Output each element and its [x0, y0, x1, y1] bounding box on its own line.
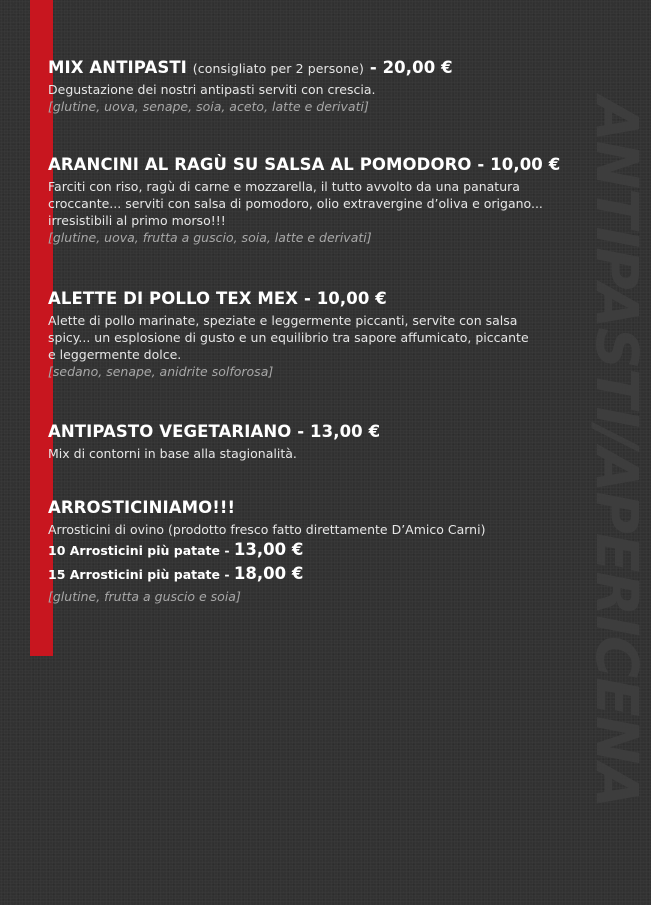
- item-title: [48, 58, 588, 77]
- item-allergens: [sedano, senape, anidrite solforosa]: [48, 364, 274, 379]
- item-name: ARANCINI AL RAGÙ SU SALSA AL POMODORO: [48, 155, 472, 174]
- option-price: 13,00 €: [233, 540, 304, 559]
- item-description: Degustazione dei nostri antipasti serviti con crescia.: [48, 82, 376, 97]
- option-label: 10 Arrosticini più patate -: [48, 543, 230, 558]
- item-description: Mix di contorni in base alla stagionalità.: [48, 446, 297, 461]
- item-name: MIX ANTIPASTI: [48, 58, 187, 77]
- item-name: ANTIPASTO VEGETARIANO: [48, 422, 292, 441]
- item-title: [48, 289, 588, 308]
- item-price: - 10,00 €: [477, 155, 561, 174]
- item-note: (consigliato per 2 persone): [192, 61, 364, 76]
- item-allergens: [glutine, uova, frutta a guscio, soia, latte e derivati]: [48, 230, 372, 245]
- item-name: ALETTE DI POLLO TEX MEX: [48, 289, 299, 308]
- item-price: - 10,00 €: [303, 289, 387, 308]
- item-allergens: [glutine, uova, senape, soia, aceto, latte e derivati]: [48, 99, 369, 114]
- item-option-10-arrosticini: [48, 538, 588, 562]
- item-description: Alette di pollo marinate, speziate e leggermente piccanti, servite con salsa spicy... un esplosione di gusto e un equilibrio tra sapore affumicato, piccante e leggermente dolce.: [48, 313, 529, 362]
- menu-item-arrosticiniamo: [48, 498, 588, 605]
- item-description: Arrosticini di ovino (prodotto fresco fatto direttamente D’Amico Carni): [48, 522, 486, 537]
- menu-item-mix-antipasti: [48, 58, 588, 115]
- item-title: [48, 155, 588, 174]
- item-title: [48, 498, 588, 517]
- item-price: - 13,00 €: [297, 422, 381, 441]
- option-price: 18,00 €: [233, 564, 304, 583]
- item-description: Farciti con riso, ragù di carne e mozzarella, il tutto avvolto da una panatura croccante... serviti con salsa di pomodoro, olio extravergine d’oliva e origano... irresistibili al primo morso!!!: [48, 179, 543, 228]
- menu-item-arancini: [48, 155, 588, 246]
- item-option-15-arrosticini: [48, 562, 588, 586]
- item-price: - 20,00 €: [369, 58, 453, 77]
- menu-item-alette-di-pollo: [48, 289, 588, 380]
- side-section-label-text: ANTIPASTI/APERICENA: [583, 96, 651, 808]
- menu-item-antipasto-vegetariano: [48, 422, 588, 462]
- item-title: [48, 422, 588, 441]
- item-allergens: [glutine, frutta a guscio e soia]: [48, 589, 241, 604]
- item-name: ARROSTICINIAMO!!!: [48, 498, 236, 517]
- option-label: 15 Arrosticini più patate -: [48, 567, 230, 582]
